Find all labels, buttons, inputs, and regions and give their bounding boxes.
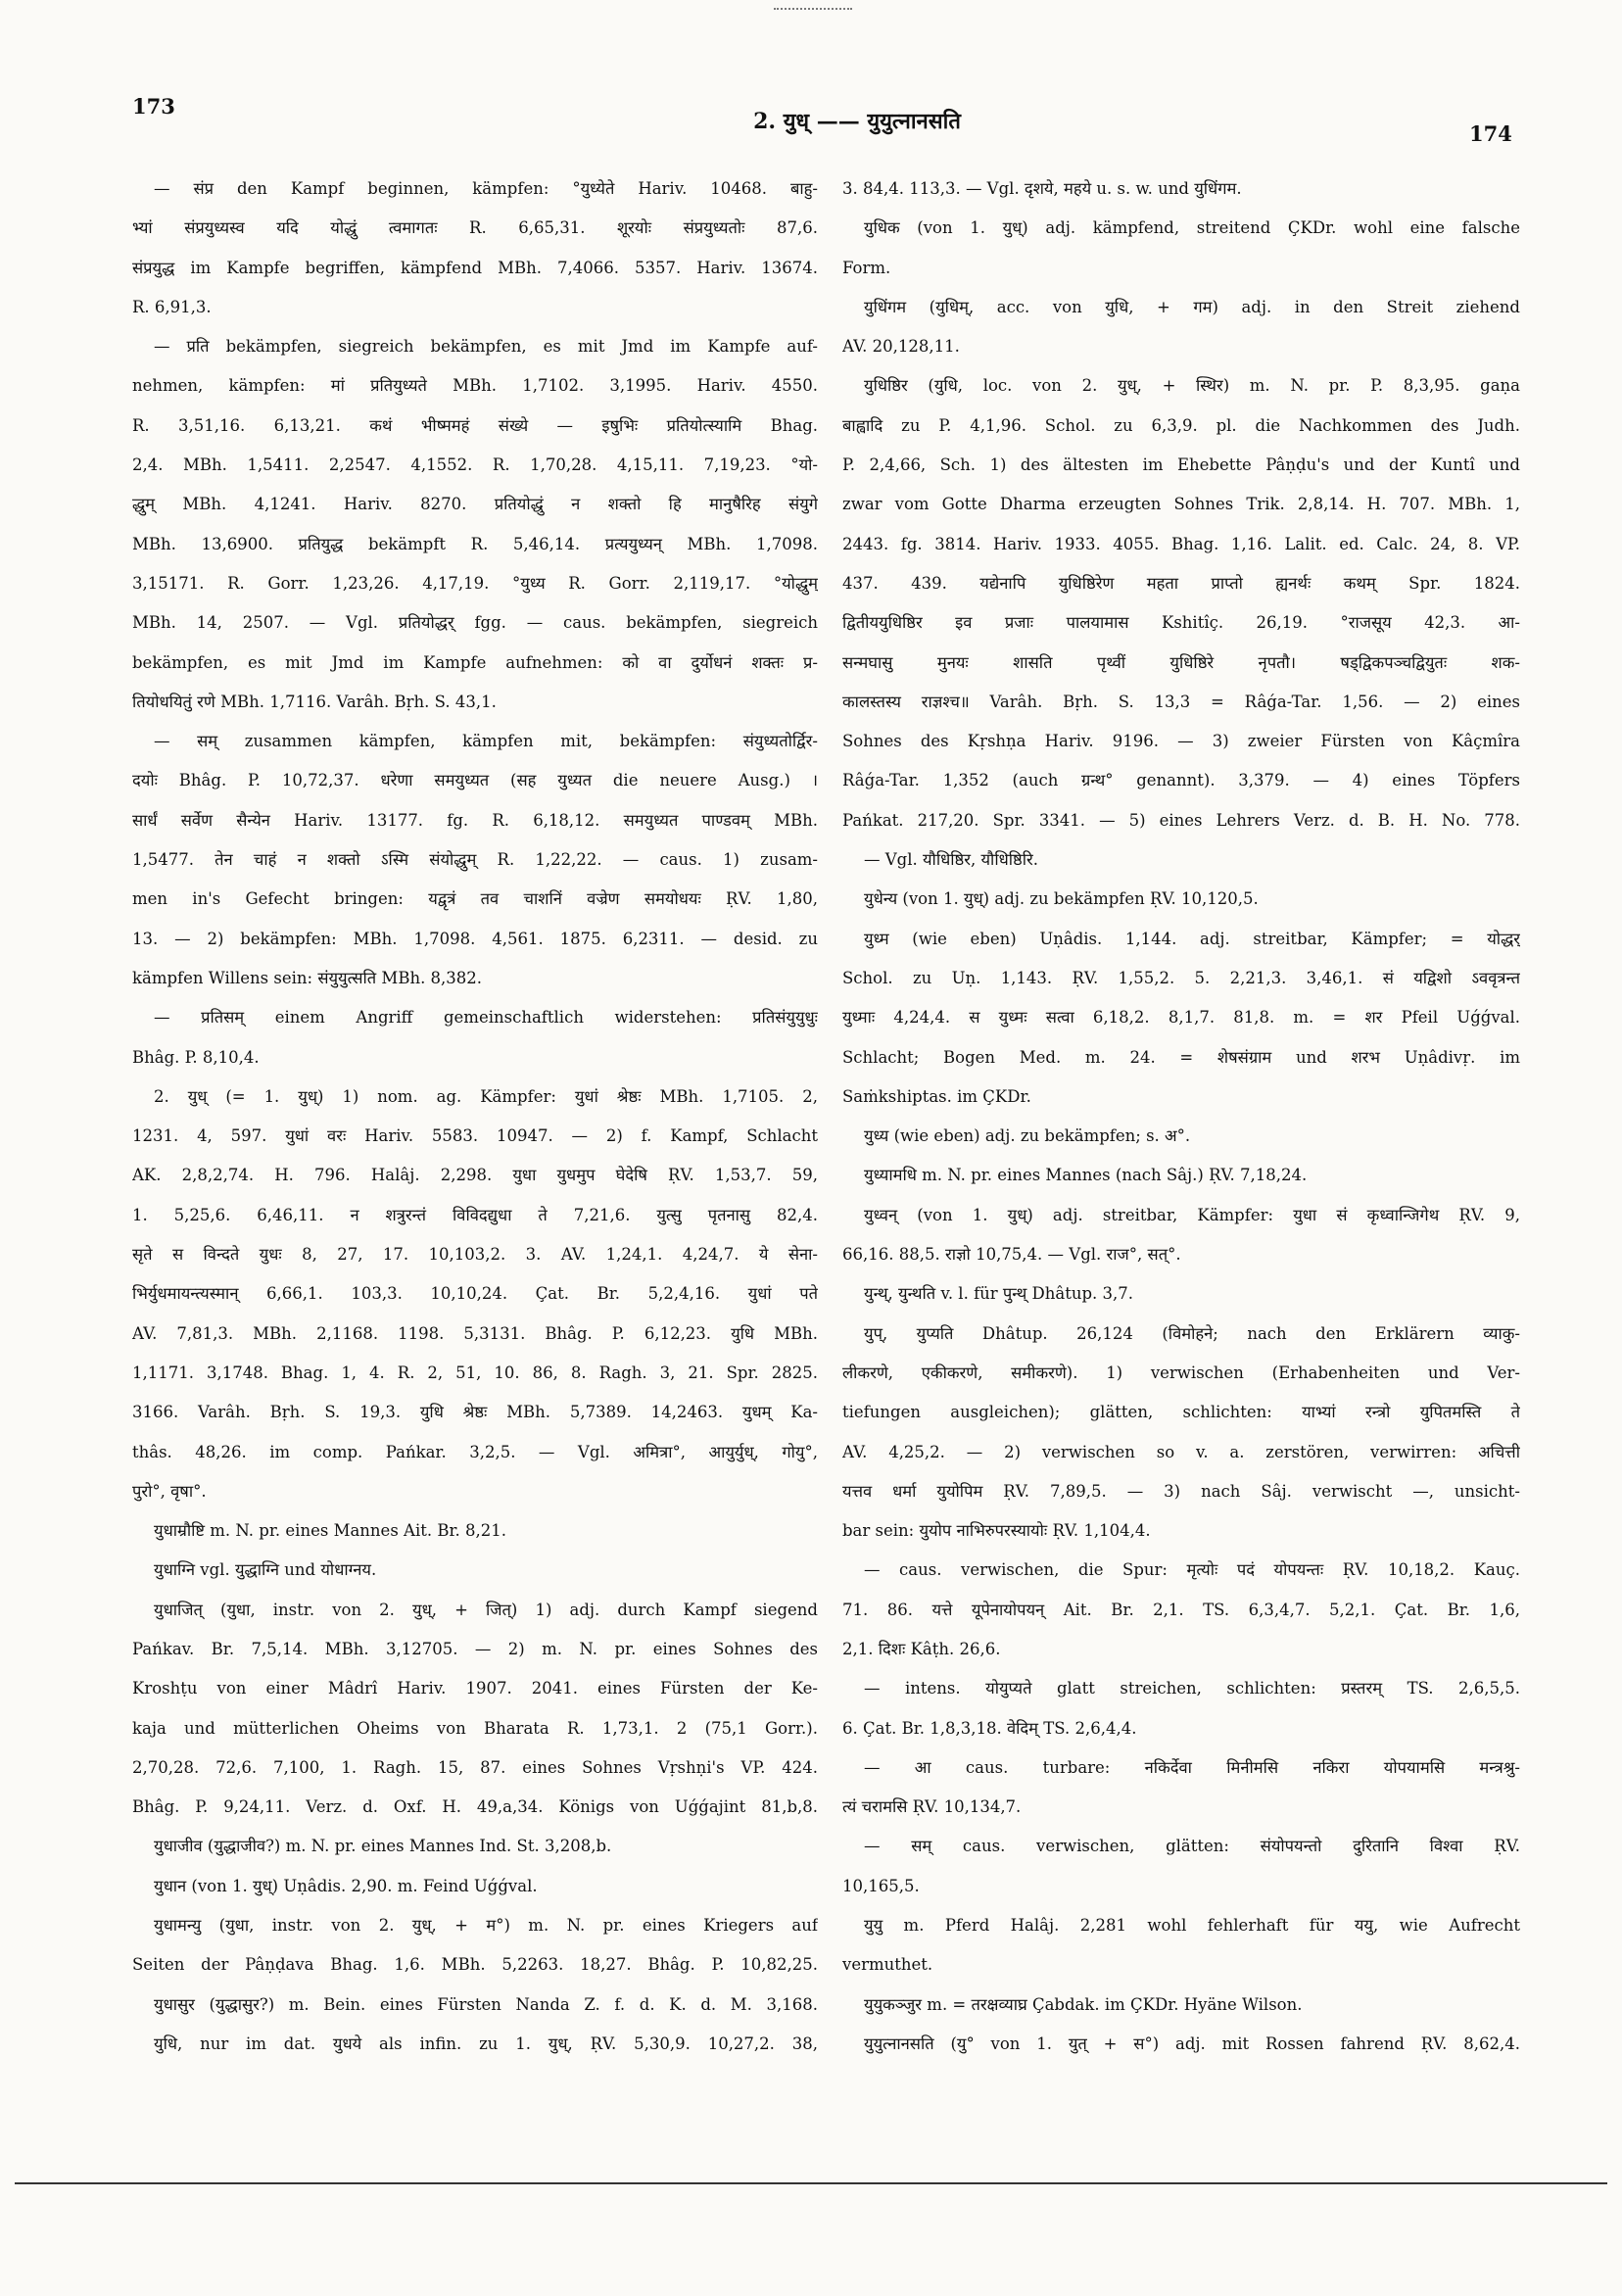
column-line: Sohnes des Kṛshṇa Hariv. 9196. — 3) zweier Fürsten von Kâçmîra: [842, 732, 1520, 751]
column-line: vermuthet.: [842, 1955, 933, 1975]
column-line: Bhâg. P. 8,10,4.: [132, 1047, 260, 1067]
column-line: 10,165,5.: [842, 1876, 920, 1895]
column-line: MBh. 14, 2507. — Vgl. प्रतियोद्धर् fgg. — caus. bekämpfen, siegreich: [132, 613, 818, 633]
column-line: युन्थ्, युन्थति v. l. für पुन्थ् Dhâtup. 3,7.: [864, 1284, 1133, 1304]
column-line: युधिक (von 1. युध्) adj. kämpfend, streitend ÇKDr. wohl eine falsche: [864, 218, 1520, 238]
column-line: Pańkat. 217,20. Spr. 3341. — 5) eines Lehrers Verz. d. B. H. No. 778.: [842, 810, 1520, 830]
running-head: 2. युध् —— युयुत्नानसति: [753, 109, 961, 134]
column-line: तियोधयितुं रणे MBh. 1,7116. Varâh. Bṛh. S. 43,1.: [132, 692, 497, 711]
column-line: — caus. verwischen, die Spur: मृत्योः पदं योपयन्तः ṚV. 10,18,2. Kauç.: [864, 1560, 1520, 1580]
column-line: — आ caus. turbare: नकिर्देवा मिनीमसि नकिरा योपयामसि मन्त्रश्रु-: [864, 1757, 1520, 1777]
column-line: 1,5477. तेन चाहं न शक्तो ऽस्मि संयोद्धुम् R. 1,22,22. — caus. 1) zusam-: [132, 850, 818, 870]
column-line: — संप्र den Kampf beginnen, kämpfen: °युध्येते Hariv. 10468. बाहु-: [154, 179, 818, 198]
column-line: 1. 5,25,6. 6,46,11. न शत्रुरन्तं विविदद्युधा ते 7,21,6. युत्सु पृतनासु 82,4.: [132, 1205, 818, 1224]
right-column: [842, 169, 1520, 2064]
column-line: द्वितीययुधिष्ठिर इव प्रजाः पालयामास Kshitîç. 26,19. °राजसूय 42,3. आ-: [842, 613, 1520, 633]
page-number-left: 173: [132, 94, 175, 119]
column-line: 71. 86. यत्ते यूपेनायोपयन् Ait. Br. 2,1. TS. 6,3,4,7. 5,2,1. Çat. Br. 1,6,: [842, 1600, 1520, 1619]
column-line: युयु m. Pferd Halâj. 2,281 wohl fehlerhaft für ययु, wie Aufrecht: [864, 1916, 1520, 1936]
column-line: युधासुर (युद्धासुर?) m. Bein. eines Fürsten Nanda Z. f. d. K. d. M. 3,168.: [154, 1994, 818, 2014]
column-line: पुरो°, वृषा°.: [132, 1481, 207, 1501]
column-line: — सम् caus. verwischen, glätten: संयोपयन्तो दुरितानि विश्वा ṚV.: [864, 1837, 1520, 1856]
column-line: Râǵa-Tar. 1,352 (auch ग्रन्थ° genannt). 3,379. — 4) eines Töpfers: [842, 771, 1520, 790]
column-line: बाह्वादि zu P. 4,1,96. Schol. zu 6,3,9. pl. die Nachkommen des Judh.: [842, 415, 1520, 435]
column-line: 6. Çat. Br. 1,8,3,18. वेदिम् TS. 2,6,4,4.: [842, 1718, 1137, 1738]
column-line: संप्रयुद्ध im Kampfe begriffen, kämpfend MBh. 7,4066. 5357. Hariv. 13674.: [132, 258, 818, 277]
column-line: सृते स विन्दते युधः 8, 27, 17. 10,103,2. 3. AV. 1,24,1. 4,24,7. ये सेना-: [132, 1245, 818, 1265]
column-line: bekämpfen, es mit Jmd im Kampfe aufnehmen: को वा दुर्योधनं शक्तः प्र-: [132, 652, 818, 672]
column-line: युधाजित् (युधा, instr. von 2. युध्, + जित्) 1) adj. durch Kampf siegend: [154, 1600, 818, 1619]
column-line: men in's Gefecht bringen: यद्वृत्रं तव चाशनिं वज्रेण समयोधयः ṚV. 1,80,: [132, 889, 818, 909]
column-line: द्धुम् MBh. 4,1241. Hariv. 8270. प्रतियोद्धुं न शक्तो हि मानुषैरिह संयुगे: [132, 495, 818, 514]
column-line: युध्य (wie eben) adj. zu bekämpfen; s. अ°.: [864, 1126, 1191, 1146]
column-line: त्यं चरामसि ṚV. 10,134,7.: [842, 1797, 1022, 1817]
column-line: युप्, युप्यति Dhâtup. 26,124 (विमोहने; nach den Erklärern व्याकु-: [864, 1323, 1520, 1343]
column-line: AK. 2,8,2,74. H. 796. Halâj. 2,298. युधा युधमुप घेदेषि ṚV. 1,53,7. 59,: [132, 1166, 818, 1185]
column-line: — सम् zusammen kämpfen, kämpfen mit, bekämpfen: संयुध्यतोर्द्विर-: [154, 732, 818, 751]
column-line: Kroshṭu von einer Mâdrî Hariv. 1907. 2041. eines Fürsten der Ke-: [132, 1679, 818, 1698]
column-line: कालस्तस्य राज्ञश्च॥ Varâh. Bṛh. S. 13,3 = Râǵa-Tar. 1,56. — 2) eines: [842, 692, 1520, 711]
column-line: युधाग्नि vgl. युद्धाग्नि und योधाग्नय.: [154, 1560, 377, 1580]
column-line: tiefungen ausgleichen); glätten, schlichten: याभ्यां रन्त्रो युपितमस्ति ते: [842, 1403, 1520, 1422]
column-line: युध्माः 4,24,4. स युध्मः सत्वा 6,18,2. 8,1,7. 81,8. m. = शर Pfeil Uǵǵval.: [842, 1008, 1520, 1028]
bottom-rule: [15, 2182, 1607, 2184]
column-line: — intens. योयुप्यते glatt streichen, schlichten: प्रस्तरम् TS. 2,6,5,5.: [864, 1679, 1520, 1698]
column-line: AV. 20,128,11.: [842, 337, 960, 357]
column-line: युधेन्य (von 1. युध्) adj. zu bekämpfen ṚV. 10,120,5.: [864, 889, 1259, 909]
column-line: Form.: [842, 258, 891, 277]
column-line: युधाम्रौष्टि m. N. pr. eines Mannes Ait. Br. 8,21.: [154, 1521, 507, 1541]
column-line: 3166. Varâh. Bṛh. S. 19,3. युधि श्रेष्ठः MBh. 5,7389. 14,2463. युधम् Ka-: [132, 1403, 818, 1422]
column-line: AV. 4,25,2. — 2) verwischen so v. a. zerstören, verwirren: अचित्ती: [842, 1442, 1520, 1461]
left-column: [132, 169, 818, 2064]
column-line: युयुत्नानसति (यु° von 1. युत् + स°) adj. mit Rossen fahrend ṚV. 8,62,4.: [864, 2033, 1520, 2053]
column-line: लीकरणे, एकीकरणे, समीकरणे). 1) verwischen (Erhabenheiten und Ver-: [842, 1363, 1520, 1382]
column-line: युधिंगम (युधिम्, acc. von युधि, + गम) adj. in den Streit ziehend: [864, 297, 1520, 316]
column-line: Bhâg. P. 9,24,11. Verz. d. Oxf. H. 49,a,34. Königs von Uǵǵajint 81,b,8.: [132, 1797, 818, 1817]
column-line: 2,70,28. 72,6. 7,100, 1. Ragh. 15, 87. eines Sohnes Vṛshṇi's VP. 424.: [132, 1757, 818, 1777]
column-line: Saṁkshiptas. im ÇKDr.: [842, 1086, 1031, 1106]
column-line: युधान (von 1. युध्) Uṇâdis. 2,90. m. Feind Uǵǵval.: [154, 1876, 538, 1895]
column-line: 66,16. 88,5. राज्ञो 10,75,4. — Vgl. राज°, सत्°.: [842, 1245, 1181, 1265]
column-line: दयोः Bhâg. P. 10,72,37. धरेणा समयुध्यत (सह युध्यत die neuere Ausg.) ।: [132, 771, 818, 790]
top-edge-mark: [774, 8, 852, 10]
column-line: युयुकञ्जुर m. = तरक्षव्याघ्र Çabdak. im ÇKDr. Hyäne Wilson.: [864, 1994, 1303, 2014]
column-line: भ्यां संप्रयुध्यस्व यदि योद्धुं त्वमागतः R. 6,65,31. शूरयोः संप्रयुध्यतोः 87,6.: [132, 218, 818, 238]
column-line: Pańkav. Br. 7,5,14. MBh. 3,12705. — 2) m. N. pr. eines Sohnes des: [132, 1639, 818, 1658]
column-line: युधि, nur im dat. युधये als infin. zu 1. युध्, ṚV. 5,30,9. 10,27,2. 38,: [154, 2033, 818, 2053]
column-line: भिर्युधमायन्त्यस्मान् 6,66,1. 103,3. 10,10,24. Çat. Br. 5,2,4,16. युधां पते: [132, 1284, 818, 1304]
column-line: 2443. fg. 3814. Hariv. 1933. 4055. Bhag. 1,16. Lalit. ed. Calc. 24, 8. VP.: [842, 534, 1520, 553]
column-line: युधामन्यु (युधा, instr. von 2. युध्, + म°) m. N. pr. eines Kriegers auf: [154, 1916, 818, 1936]
column-line: युध्म (wie eben) Uṇâdis. 1,144. adj. streitbar, Kämpfer; = योद्धर्: [864, 929, 1520, 948]
column-line: kaja und mütterlichen Oheims von Bharata R. 1,73,1. 2 (75,1 Gorr.).: [132, 1718, 818, 1738]
column-line: AV. 7,81,3. MBh. 2,1168. 1198. 5,3131. Bhâg. P. 6,12,23. युधि MBh.: [132, 1323, 818, 1343]
column-line: thâs. 48,26. im comp. Pańkar. 3,2,5. — Vgl. अमित्रा°, आयुर्युध्, गोयु°,: [132, 1442, 818, 1461]
column-line: 437. 439. यद्येनापि युधिष्ठिरेण महता प्राप्तो ह्यनर्थः कथम् Spr. 1824.: [842, 573, 1520, 593]
column-line: Seiten der Pâṇḍava Bhag. 1,6. MBh. 5,2263. 18,27. Bhâg. P. 10,82,25.: [132, 1955, 818, 1975]
column-line: युधिष्ठिर (युधि, loc. von 2. युध्, + स्थिर) m. N. pr. P. 8,3,95. gaṇa: [864, 376, 1520, 396]
column-line: — Vgl. यौधिष्ठिर, यौधिष्ठिरि.: [864, 850, 1039, 870]
column-line: Schol. zu Uṇ. 1,143. ṚV. 1,55,2. 5. 2,21,3. 3,46,1. सं यद्विशो ऽववृत्रन्त: [842, 968, 1520, 987]
column-line: R. 3,51,16. 6,13,21. कथं भीष्ममहं संख्ये — इषुभिः प्रतियोत्स्यामि Bhag.: [132, 415, 818, 435]
column-line: 13. — 2) bekämpfen: MBh. 1,7098. 4,561. 1875. 6,2311. — desid. zu: [132, 929, 818, 948]
column-line: — प्रतिसम् einem Angriff gemeinschaftlich widerstehen: प्रतिसंयुयुधुः: [154, 1008, 818, 1028]
column-line: 1,1171. 3,1748. Bhag. 1, 4. R. 2, 51, 10. 86, 8. Ragh. 3, 21. Spr. 2825.: [132, 1363, 818, 1382]
column-line: kämpfen Willens sein: संयुयुत्सति MBh. 8,382.: [132, 968, 483, 987]
column-line: 3,15171. R. Gorr. 1,23,26. 4,17,19. °युध्य R. Gorr. 2,119,17. °योद्धुम्: [132, 573, 818, 593]
column-line: zwar vom Gotte Dharma erzeugten Sohnes Trik. 2,8,14. H. 707. MBh. 1,: [842, 495, 1520, 514]
column-line: युध्यामधि m. N. pr. eines Mannes (nach Sâj.) ṚV. 7,18,24.: [864, 1166, 1308, 1185]
page-number-right: 174: [1469, 121, 1512, 146]
column-line: 3. 84,4. 113,3. — Vgl. दृशये, महये u. s. w. und युधिंगम.: [842, 179, 1242, 198]
column-line: 2,4. MBh. 1,5411. 2,2547. 4,1552. R. 1,70,28. 4,15,11. 7,19,23. °यो-: [132, 455, 818, 475]
column-line: 2,1. दिशः Kâṭh. 26,6.: [842, 1639, 1001, 1658]
column-line: R. 6,91,3.: [132, 297, 212, 316]
column-line: सार्धं सर्वेण सैन्येन Hariv. 13177. fg. R. 6,18,12. समयुध्यत पाण्डवम् MBh.: [132, 810, 818, 830]
column-line: 2. युध् (= 1. युध्) 1) nom. ag. Kämpfer: युधां श्रेष्ठः MBh. 1,7105. 2,: [154, 1086, 818, 1106]
column-line: — प्रति bekämpfen, siegreich bekämpfen, es mit Jmd im Kampfe auf-: [154, 337, 818, 357]
column-line: MBh. 13,6900. प्रतियुद्ध bekämpft R. 5,46,14. प्रत्ययुध्यन् MBh. 1,7098.: [132, 534, 818, 553]
column-line: युध्वन् (von 1. युध्) adj. streitbar, Kämpfer: युधा सं कृध्वान्जिगेथ ṚV. 9,: [864, 1205, 1520, 1224]
column-line: nehmen, kämpfen: मां प्रतियुध्यते MBh. 1,7102. 3,1995. Hariv. 4550.: [132, 376, 818, 396]
column-line: युधाजीव (युद्धाजीव?) m. N. pr. eines Mannes Ind. St. 3,208,b.: [154, 1837, 612, 1856]
column-line: यत्तव धर्मा युयोपिम ṚV. 7,89,5. — 3) nach Sâj. verwischt —, unsicht-: [842, 1481, 1520, 1501]
column-line: bar sein: युयोप नाभिरुपरस्यायोः ṚV. 1,104,4.: [842, 1521, 1151, 1541]
column-line: P. 2,4,66, Sch. 1) des ältesten im Ehebette Pâṇḍu's und der Kuntî und: [842, 455, 1520, 475]
column-line: सन्मघासु मुनयः शासति पृथ्वीं युधिष्ठिरे नृपतौ। षड्द्विकपञ्चद्वियुतः शक-: [842, 652, 1520, 672]
column-line: Schlacht; Bogen Med. m. 24. = शेषसंग्राम und शरभ Uṇâdivṛ. im: [842, 1047, 1520, 1067]
column-line: 1231. 4, 597. युधां वरः Hariv. 5583. 10947. — 2) f. Kampf, Schlacht: [132, 1126, 818, 1146]
